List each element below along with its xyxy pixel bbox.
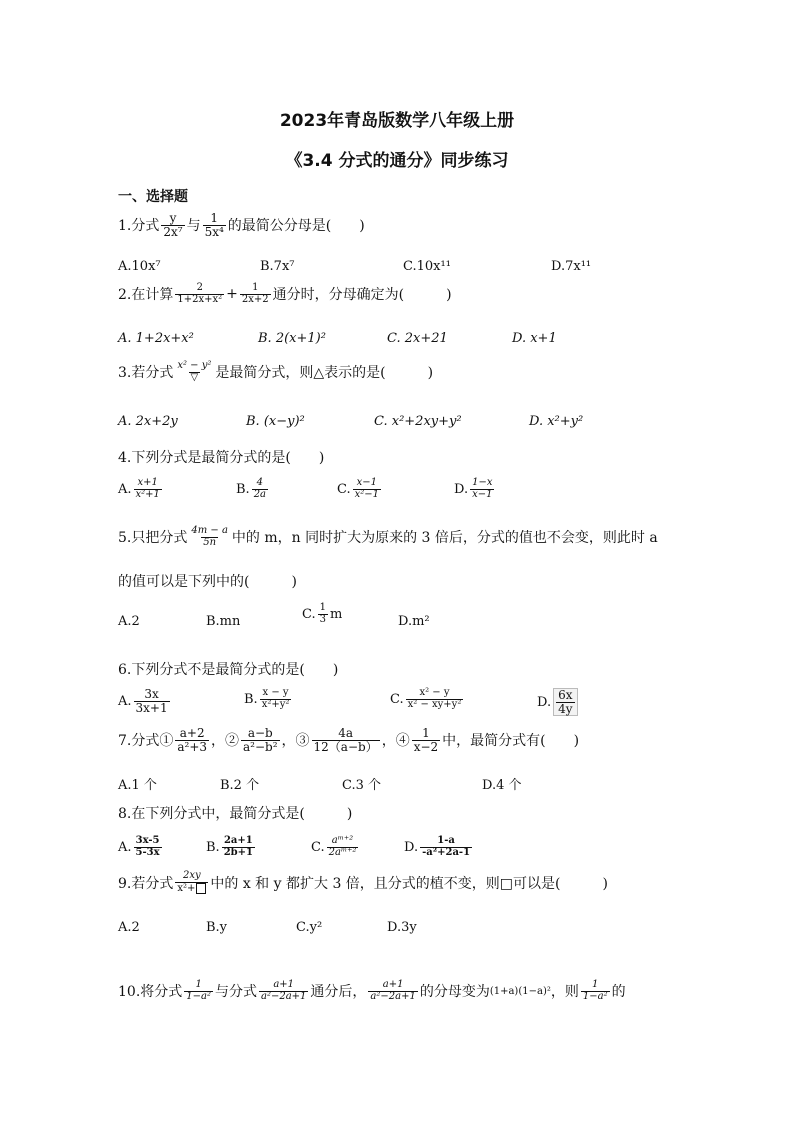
q4-option-d: D. $\frac{1-x}{x-1}$ — [454, 477, 493, 500]
question-5: 5.只把分式 $\frac{4m - a}{5n}$ 中的 m，n 同时扩大为原来的 3 倍后，分式的值也不会变，则此时 a — [118, 525, 658, 548]
q7-option-a: A.1 个 — [118, 778, 157, 793]
q3-option-d: D. x²+y² — [529, 414, 584, 429]
section-heading: 一、选择题 — [118, 189, 188, 205]
q9-option-a: A.2 — [118, 920, 140, 935]
q8-option-c: C. $\frac{\text{aᵐ⁺²}}{\text{2aᵐ⁺²}}$ — [311, 835, 357, 858]
q3-option-c: C. x²+2xy+y² — [374, 414, 462, 429]
q3-option-b: B. (x−y)² — [246, 414, 305, 429]
question-7: 7.分式① $\frac{a+2}{\text{a²+3}}$ ，② $\frac{a-b}{\text{a²−b²}}$ ，③ $\frac{4a}{12(a-b)}$ ，④ $\frac{1}{x-2}$ 中，最简分式有( ) — [118, 726, 580, 754]
question-1: 1.分式 $\frac{y}{\text{2x⁷}}$ 与 $\frac{1}{\text{5x⁴}}$ 的最简公分母是( ) — [118, 211, 365, 239]
q2-option-c: C. 2x+21 — [387, 331, 448, 346]
q9-option-d: D.3y — [387, 920, 417, 935]
q1-prefix: 1.分式 — [118, 218, 160, 235]
doc-subtitle: 《3.4 分式的通分》同步练习 — [285, 151, 509, 171]
q6-option-c: C. $\frac{\text{x² − y}}{\text{x² − xy+y²}}$ — [390, 687, 462, 710]
q1-fraction-1: $\frac{y}{\text{2x⁷}}$ — [163, 211, 183, 239]
q8-option-b: B. $\frac{2a+1}{2b+1}$ — [206, 835, 253, 858]
q7-option-b: B.2 个 — [220, 778, 260, 793]
q9-option-b: B.y — [206, 920, 228, 935]
q8-option-d: D. $\frac{1-a}{\text{-a²+2a-1}}$ — [404, 835, 471, 858]
q2-option-a: A. 1+2x+x² — [118, 331, 194, 346]
doc-title: 2023年青岛版数学八年级上册 — [279, 111, 515, 131]
q1-fraction-2: $\frac{1}{\text{5x⁴}}$ — [204, 211, 224, 239]
q1-option-d: D.7x¹¹ — [551, 259, 592, 274]
q2-option-b: B. 2(x+1)² — [258, 331, 326, 346]
question-3: 3.若分式 $\frac{\text{x² − y²}}{▽}$ 是最简分式，则△表示的是( ) — [118, 360, 434, 383]
q2-option-d: D. x+1 — [512, 331, 557, 346]
q1-option-c: C.10x¹¹ — [403, 259, 451, 274]
q5-option-c: C. $\frac{1}{3}$ m — [302, 602, 343, 625]
question-5-line-2: 的值可以是下列中的( ) — [118, 574, 297, 590]
q8-option-a: A. $\frac{3x-5}{5-3x}$ — [118, 835, 160, 858]
q5-fraction: $\frac{4m - a}{5n}$ — [191, 525, 228, 548]
q4-option-c: C. $\frac{x-1}{\text{x²−1}}$ — [337, 477, 380, 500]
question-9: 9.若分式 $\frac{2xy}{\text{x²+}}$ 中的 x 和 y 都扩大 3 倍，且分式的植不变，则□可以是( ) — [118, 870, 608, 894]
q2-fraction-1: $\frac{2}{\text{1+2x+x²}}$ — [177, 282, 223, 305]
question-2: 2.在计算 $\frac{2}{\text{1+2x+x²}}$ + $\frac{1}{2x+2}$ 通分时，分母确定为( ) — [118, 282, 452, 305]
q2-fraction-2: $\frac{1}{2x+2}$ — [241, 282, 269, 305]
q6-option-a: A. $\frac{3x}{3x+1}$ — [118, 687, 168, 715]
q9-option-c: C.y² — [296, 920, 323, 935]
q5-option-a: A.2 — [118, 614, 140, 629]
question-10: 10.将分式 $\frac{1}{\text{1−a²}}$ 与分式 $\frac{a+1}{\text{a²−2a+1}}$ 通分后， $\frac{a+1}{\text{a²−2a+1}}$ 的分母变为 (1+a)(1−a)² ，则 $\frac{1}{\text{1−a²}}$ 的 — [118, 979, 626, 1002]
q9-fraction: $\frac{2xy}{\text{x²+}}$ — [175, 871, 208, 894]
q1-option-a: A.10x⁷ — [118, 259, 161, 274]
q4-option-a: A. $\frac{x+1}{\text{x²+1}}$ — [118, 477, 160, 500]
q7-option-d: D.4 个 — [482, 778, 522, 793]
q3-fraction: $\frac{\text{x² − y²}}{▽}$ — [177, 360, 212, 383]
q5-option-b: B.mn — [206, 614, 241, 629]
q5-option-d: D.m² — [398, 614, 430, 629]
q6-option-d: D. $\frac{6x}{4y}$ — [537, 688, 580, 716]
q7-option-c: C.3 个 — [342, 778, 382, 793]
q4-option-b: B. $\frac{4}{2a}$ — [236, 477, 267, 500]
q6-option-b: B. $\frac{x - y}{\text{x²+y²}}$ — [244, 687, 290, 710]
q1-option-b: B.7x⁷ — [260, 259, 295, 274]
question-8: 8.在下列分式中，最简分式是( ) — [118, 806, 353, 822]
question-4: 4.下列分式是最简分式的是( ) — [118, 450, 325, 466]
q3-option-a: A. 2x+2y — [118, 414, 178, 429]
blank-box-icon — [196, 883, 206, 894]
question-6: 6.下列分式不是最简分式的是( ) — [118, 662, 339, 678]
